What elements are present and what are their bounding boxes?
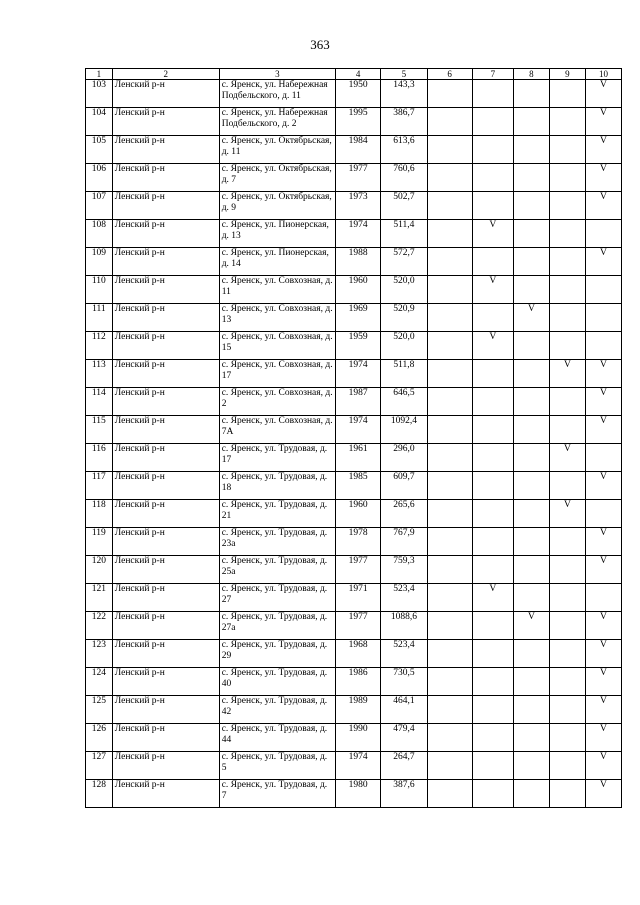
year-cell: 1968	[335, 640, 380, 668]
mark-cell-6	[427, 136, 472, 164]
row-number-cell: 126	[86, 724, 113, 752]
district-cell: Ленский р-н	[112, 556, 219, 584]
mark-cell-6	[427, 472, 472, 500]
row-number-cell: 108	[86, 220, 113, 248]
mark-cell-9: V	[549, 500, 585, 528]
table-row	[86, 640, 622, 668]
mark-cell-8: V	[513, 304, 549, 332]
row-number-cell: 119	[86, 528, 113, 556]
row-number-cell: 116	[86, 444, 113, 472]
mark-cell-9: V	[549, 444, 585, 472]
column-header: 6	[427, 69, 472, 80]
page-number: 363	[310, 37, 330, 52]
address-cell: с. Яренск, ул. Октябрьская, д. 7	[219, 164, 335, 192]
mark-cell-8	[513, 556, 549, 584]
year-cell: 1960	[335, 276, 380, 304]
mark-cell-10: V	[585, 388, 621, 416]
district-cell: Ленский р-н	[112, 136, 219, 164]
mark-cell-6	[427, 304, 472, 332]
mark-cell-10: V	[585, 752, 621, 780]
mark-cell-8	[513, 80, 549, 108]
mark-cell-6	[427, 528, 472, 556]
mark-cell-10: V	[585, 472, 621, 500]
mark-cell-7	[472, 444, 513, 472]
year-cell: 1950	[335, 80, 380, 108]
row-number-cell: 122	[86, 612, 113, 640]
table-row	[86, 332, 622, 360]
row-number-cell: 113	[86, 360, 113, 388]
mark-cell-7	[472, 612, 513, 640]
mark-cell-8	[513, 780, 549, 808]
mark-cell-10: V	[585, 248, 621, 276]
mark-cell-10	[585, 500, 621, 528]
address-cell: с. Яренск, ул. Совхозная, д. 11	[219, 276, 335, 304]
district-cell: Ленский р-н	[112, 612, 219, 640]
mark-cell-6	[427, 192, 472, 220]
mark-cell-7	[472, 640, 513, 668]
mark-cell-10: V	[585, 612, 621, 640]
mark-cell-7	[472, 164, 513, 192]
mark-cell-8: V	[513, 612, 549, 640]
mark-cell-8	[513, 668, 549, 696]
mark-cell-7: V	[472, 584, 513, 612]
area-cell: 523,4	[381, 640, 427, 668]
mark-cell-10: V	[585, 192, 621, 220]
mark-cell-6	[427, 220, 472, 248]
mark-cell-6	[427, 248, 472, 276]
district-cell: Ленский р-н	[112, 668, 219, 696]
mark-cell-9	[549, 332, 585, 360]
mark-cell-9	[549, 724, 585, 752]
district-cell: Ленский р-н	[112, 220, 219, 248]
row-number-cell: 117	[86, 472, 113, 500]
mark-cell-8	[513, 332, 549, 360]
year-cell: 1984	[335, 136, 380, 164]
mark-cell-9	[549, 304, 585, 332]
mark-cell-6	[427, 724, 472, 752]
column-header: 4	[335, 69, 380, 80]
district-cell: Ленский р-н	[112, 444, 219, 472]
table-row	[86, 500, 622, 528]
district-cell: Ленский р-н	[112, 360, 219, 388]
row-number-cell: 112	[86, 332, 113, 360]
address-cell: с. Яренск, ул. Трудовая, д. 29	[219, 640, 335, 668]
mark-cell-7	[472, 780, 513, 808]
mark-cell-9	[549, 192, 585, 220]
mark-cell-9	[549, 528, 585, 556]
area-cell: 143,3	[381, 80, 427, 108]
year-cell: 1977	[335, 556, 380, 584]
mark-cell-6	[427, 612, 472, 640]
table-row	[86, 752, 622, 780]
area-cell: 296,0	[381, 444, 427, 472]
row-number-cell: 105	[86, 136, 113, 164]
mark-cell-10: V	[585, 80, 621, 108]
address-cell: с. Яренск, ул. Набережная Подбельского, д. 11	[219, 80, 335, 108]
year-cell: 1974	[335, 220, 380, 248]
address-cell: с. Яренск, ул. Трудовая, д. 17	[219, 444, 335, 472]
year-cell: 1974	[335, 752, 380, 780]
row-number-cell: 103	[86, 80, 113, 108]
mark-cell-10: V	[585, 780, 621, 808]
address-cell: с. Яренск, ул. Пионерская, д. 13	[219, 220, 335, 248]
row-number-cell: 107	[86, 192, 113, 220]
row-number-cell: 127	[86, 752, 113, 780]
row-number-cell: 125	[86, 696, 113, 724]
district-cell: Ленский р-н	[112, 584, 219, 612]
district-cell: Ленский р-н	[112, 696, 219, 724]
row-number-cell: 115	[86, 416, 113, 444]
mark-cell-6	[427, 108, 472, 136]
year-cell: 1988	[335, 248, 380, 276]
address-cell: с. Яренск, ул. Трудовая, д. 7	[219, 780, 335, 808]
mark-cell-9	[549, 752, 585, 780]
year-cell: 1977	[335, 612, 380, 640]
mark-cell-6	[427, 276, 472, 304]
area-cell: 1092,4	[381, 416, 427, 444]
table-row	[86, 388, 622, 416]
year-cell: 1978	[335, 528, 380, 556]
mark-cell-9	[549, 388, 585, 416]
mark-cell-6	[427, 752, 472, 780]
mark-cell-10: V	[585, 696, 621, 724]
mark-cell-7	[472, 304, 513, 332]
mark-cell-9	[549, 612, 585, 640]
mark-cell-10	[585, 444, 621, 472]
address-cell: с. Яренск, ул. Совхозная, д. 2	[219, 388, 335, 416]
address-cell: с. Яренск, ул. Октябрьская, д. 11	[219, 136, 335, 164]
district-cell: Ленский р-н	[112, 528, 219, 556]
mark-cell-8	[513, 416, 549, 444]
year-cell: 1974	[335, 416, 380, 444]
year-cell: 1987	[335, 388, 380, 416]
mark-cell-6	[427, 500, 472, 528]
mark-cell-9	[549, 780, 585, 808]
mark-cell-9	[549, 416, 585, 444]
mark-cell-10	[585, 220, 621, 248]
mark-cell-9	[549, 696, 585, 724]
mark-cell-6	[427, 416, 472, 444]
mark-cell-7	[472, 472, 513, 500]
table-row	[86, 108, 622, 136]
mark-cell-7	[472, 136, 513, 164]
table-row	[86, 80, 622, 108]
mark-cell-6	[427, 444, 472, 472]
year-cell: 1980	[335, 780, 380, 808]
mark-cell-10: V	[585, 528, 621, 556]
area-cell: 646,5	[381, 388, 427, 416]
address-cell: с. Яренск, ул. Пионерская, д. 14	[219, 248, 335, 276]
area-cell: 760,6	[381, 164, 427, 192]
year-cell: 1989	[335, 696, 380, 724]
address-cell: с. Яренск, ул. Трудовая, д. 21	[219, 500, 335, 528]
mark-cell-10	[585, 332, 621, 360]
mark-cell-9	[549, 584, 585, 612]
mark-cell-9	[549, 220, 585, 248]
district-cell: Ленский р-н	[112, 304, 219, 332]
district-cell: Ленский р-н	[112, 164, 219, 192]
area-cell: 759,3	[381, 556, 427, 584]
area-cell: 572,7	[381, 248, 427, 276]
row-number-cell: 121	[86, 584, 113, 612]
column-header: 7	[472, 69, 513, 80]
year-cell: 1974	[335, 360, 380, 388]
district-cell: Ленский р-н	[112, 416, 219, 444]
table-row	[86, 668, 622, 696]
mark-cell-8	[513, 360, 549, 388]
table-row	[86, 136, 622, 164]
mark-cell-6	[427, 556, 472, 584]
column-header: 1	[86, 69, 113, 80]
mark-cell-8	[513, 724, 549, 752]
mark-cell-7	[472, 668, 513, 696]
mark-cell-10: V	[585, 640, 621, 668]
area-cell: 511,4	[381, 220, 427, 248]
mark-cell-9	[549, 472, 585, 500]
table-row	[86, 276, 622, 304]
mark-cell-8	[513, 528, 549, 556]
row-number-cell: 111	[86, 304, 113, 332]
address-cell: с. Яренск, ул. Трудовая, д. 42	[219, 696, 335, 724]
mark-cell-9	[549, 108, 585, 136]
column-header: 5	[381, 69, 427, 80]
district-cell: Ленский р-н	[112, 752, 219, 780]
mark-cell-7: V	[472, 332, 513, 360]
mark-cell-7: V	[472, 220, 513, 248]
year-cell: 1971	[335, 584, 380, 612]
district-cell: Ленский р-н	[112, 192, 219, 220]
mark-cell-9	[549, 556, 585, 584]
column-header: 2	[112, 69, 219, 80]
mark-cell-8	[513, 584, 549, 612]
table-row	[86, 416, 622, 444]
year-cell: 1960	[335, 500, 380, 528]
mark-cell-7	[472, 500, 513, 528]
mark-cell-7: V	[472, 276, 513, 304]
mark-cell-7	[472, 80, 513, 108]
mark-cell-6	[427, 780, 472, 808]
year-cell: 1990	[335, 724, 380, 752]
mark-cell-8	[513, 752, 549, 780]
mark-cell-10: V	[585, 416, 621, 444]
year-cell: 1973	[335, 192, 380, 220]
district-cell: Ленский р-н	[112, 724, 219, 752]
mark-cell-6	[427, 668, 472, 696]
mark-cell-8	[513, 276, 549, 304]
mark-cell-10: V	[585, 136, 621, 164]
year-cell: 1977	[335, 164, 380, 192]
address-cell: с. Яренск, ул. Набережная Подбельского, д. 2	[219, 108, 335, 136]
district-cell: Ленский р-н	[112, 388, 219, 416]
district-cell: Ленский р-н	[112, 248, 219, 276]
table-row	[86, 304, 622, 332]
year-cell: 1986	[335, 668, 380, 696]
table-row	[86, 192, 622, 220]
district-cell: Ленский р-н	[112, 640, 219, 668]
address-cell: с. Яренск, ул. Совхозная, д. 17	[219, 360, 335, 388]
year-cell: 1985	[335, 472, 380, 500]
row-number-cell: 104	[86, 108, 113, 136]
mark-cell-7	[472, 752, 513, 780]
address-cell: с. Яренск, ул. Трудовая, д. 25а	[219, 556, 335, 584]
mark-cell-9	[549, 164, 585, 192]
area-cell: 511,8	[381, 360, 427, 388]
mark-cell-9	[549, 640, 585, 668]
mark-cell-10: V	[585, 360, 621, 388]
area-cell: 767,9	[381, 528, 427, 556]
mark-cell-8	[513, 136, 549, 164]
mark-cell-8	[513, 640, 549, 668]
area-cell: 523,4	[381, 584, 427, 612]
area-cell: 387,6	[381, 780, 427, 808]
address-cell: с. Яренск, ул. Октябрьская, д. 9	[219, 192, 335, 220]
mark-cell-7	[472, 388, 513, 416]
address-cell: с. Яренск, ул. Трудовая, д. 23а	[219, 528, 335, 556]
column-header: 8	[513, 69, 549, 80]
table-row	[86, 472, 622, 500]
mark-cell-10: V	[585, 556, 621, 584]
mark-cell-10: V	[585, 724, 621, 752]
row-number-cell: 106	[86, 164, 113, 192]
year-cell: 1961	[335, 444, 380, 472]
table-row	[86, 584, 622, 612]
mark-cell-10	[585, 304, 621, 332]
mark-cell-7	[472, 416, 513, 444]
area-cell: 613,6	[381, 136, 427, 164]
address-cell: с. Яренск, ул. Трудовая, д. 44	[219, 724, 335, 752]
mark-cell-9	[549, 668, 585, 696]
mark-cell-9	[549, 136, 585, 164]
mark-cell-6	[427, 640, 472, 668]
area-cell: 502,7	[381, 192, 427, 220]
district-cell: Ленский р-н	[112, 80, 219, 108]
address-cell: с. Яренск, ул. Совхозная, д. 15	[219, 332, 335, 360]
address-cell: с. Яренск, ул. Совхозная, д. 13	[219, 304, 335, 332]
year-cell: 1959	[335, 332, 380, 360]
table-row	[86, 444, 622, 472]
address-cell: с. Яренск, ул. Трудовая, д. 27	[219, 584, 335, 612]
year-cell: 1969	[335, 304, 380, 332]
column-header: 3	[219, 69, 335, 80]
area-cell: 464,1	[381, 696, 427, 724]
mark-cell-6	[427, 360, 472, 388]
mark-cell-8	[513, 108, 549, 136]
mark-cell-8	[513, 388, 549, 416]
row-number-cell: 128	[86, 780, 113, 808]
mark-cell-7	[472, 248, 513, 276]
area-cell: 386,7	[381, 108, 427, 136]
mark-cell-8	[513, 192, 549, 220]
mark-cell-7	[472, 724, 513, 752]
row-number-cell: 110	[86, 276, 113, 304]
mark-cell-7	[472, 528, 513, 556]
address-cell: с. Яренск, ул. Совхозная, д. 7А	[219, 416, 335, 444]
mark-cell-6	[427, 80, 472, 108]
mark-cell-6	[427, 584, 472, 612]
table-row	[86, 248, 622, 276]
year-cell: 1995	[335, 108, 380, 136]
row-number-cell: 120	[86, 556, 113, 584]
address-cell: с. Яренск, ул. Трудовая, д. 40	[219, 668, 335, 696]
district-cell: Ленский р-н	[112, 332, 219, 360]
mark-cell-6	[427, 164, 472, 192]
mark-cell-8	[513, 248, 549, 276]
mark-cell-9	[549, 248, 585, 276]
address-cell: с. Яренск, ул. Трудовая, д. 27а	[219, 612, 335, 640]
mark-cell-10	[585, 584, 621, 612]
area-cell: 730,5	[381, 668, 427, 696]
district-cell: Ленский р-н	[112, 780, 219, 808]
area-cell: 520,0	[381, 276, 427, 304]
mark-cell-6	[427, 332, 472, 360]
mark-cell-6	[427, 696, 472, 724]
row-number-cell: 109	[86, 248, 113, 276]
mark-cell-6	[427, 388, 472, 416]
row-number-cell: 123	[86, 640, 113, 668]
mark-cell-10: V	[585, 108, 621, 136]
area-cell: 520,9	[381, 304, 427, 332]
mark-cell-8	[513, 164, 549, 192]
mark-cell-8	[513, 472, 549, 500]
table-row	[86, 612, 622, 640]
table-row	[86, 696, 622, 724]
address-cell: с. Яренск, ул. Трудовая, д. 5	[219, 752, 335, 780]
table-row	[86, 556, 622, 584]
row-number-cell: 118	[86, 500, 113, 528]
district-cell: Ленский р-н	[112, 276, 219, 304]
mark-cell-7	[472, 360, 513, 388]
area-cell: 1088,6	[381, 612, 427, 640]
table-row	[86, 220, 622, 248]
mark-cell-10: V	[585, 164, 621, 192]
mark-cell-9: V	[549, 360, 585, 388]
mark-cell-10: V	[585, 668, 621, 696]
mark-cell-7	[472, 192, 513, 220]
area-cell: 479,4	[381, 724, 427, 752]
mark-cell-9	[549, 80, 585, 108]
mark-cell-8	[513, 696, 549, 724]
district-cell: Ленский р-н	[112, 108, 219, 136]
mark-cell-7	[472, 108, 513, 136]
housing-table	[85, 68, 622, 808]
mark-cell-7	[472, 556, 513, 584]
column-header: 10	[585, 69, 621, 80]
table-row	[86, 780, 622, 808]
mark-cell-9	[549, 276, 585, 304]
table-row	[86, 528, 622, 556]
area-cell: 264,7	[381, 752, 427, 780]
area-cell: 265,6	[381, 500, 427, 528]
mark-cell-8	[513, 220, 549, 248]
district-cell: Ленский р-н	[112, 500, 219, 528]
mark-cell-7	[472, 696, 513, 724]
area-cell: 520,0	[381, 332, 427, 360]
column-header: 9	[549, 69, 585, 80]
table-row	[86, 360, 622, 388]
mark-cell-8	[513, 444, 549, 472]
column-number-row	[86, 69, 622, 80]
row-number-cell: 124	[86, 668, 113, 696]
area-cell: 609,7	[381, 472, 427, 500]
mark-cell-10	[585, 276, 621, 304]
address-cell: с. Яренск, ул. Трудовая, д. 18	[219, 472, 335, 500]
district-cell: Ленский р-н	[112, 472, 219, 500]
table-row	[86, 724, 622, 752]
table-row	[86, 164, 622, 192]
row-number-cell: 114	[86, 388, 113, 416]
mark-cell-8	[513, 500, 549, 528]
